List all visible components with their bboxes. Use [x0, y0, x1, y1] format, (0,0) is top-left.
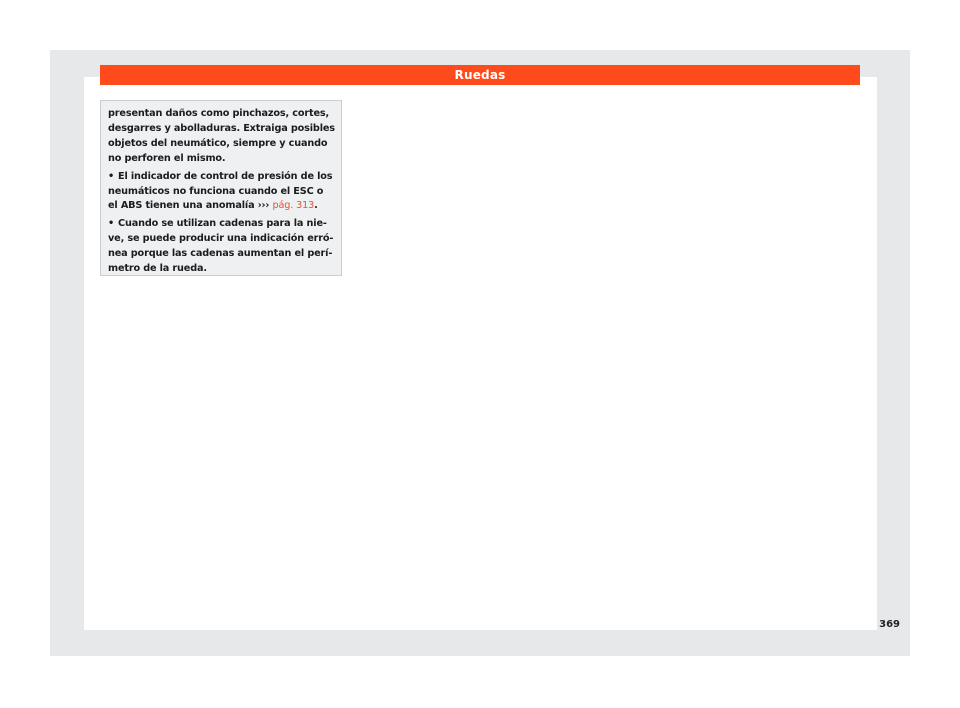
bullet-icon: •: [108, 170, 115, 182]
cross-reference-arrow-icon: ›››: [257, 200, 270, 212]
bullet-text: El indicador de control de presión de los neumáticos no funciona cuando el ESC o el ABS tienen una anomalía: [108, 170, 333, 212]
bullet-icon: •: [108, 218, 115, 230]
note-bullet-item: [108, 170, 335, 215]
page-reference-link[interactable]: pág. 313: [272, 200, 315, 212]
note-bullet-item: [108, 217, 335, 277]
section-header: Ruedas: [100, 65, 860, 85]
info-note-box: [100, 100, 342, 276]
note-paragraph: presentan daños como pinchazos, cortes, desgarres y abolladuras. Extraiga posibles objetos del neumático, siempre y cuando no perforen el mismo.: [108, 108, 335, 164]
bullet-end-punctuation: .: [314, 200, 318, 212]
bullet-text: Cuando se utilizan cadenas para la nie-ve, se puede producir una indicación erró-nea porque las cadenas aumentan el perí-metro de la rueda.: [108, 218, 334, 275]
page-number: 369: [879, 619, 900, 630]
